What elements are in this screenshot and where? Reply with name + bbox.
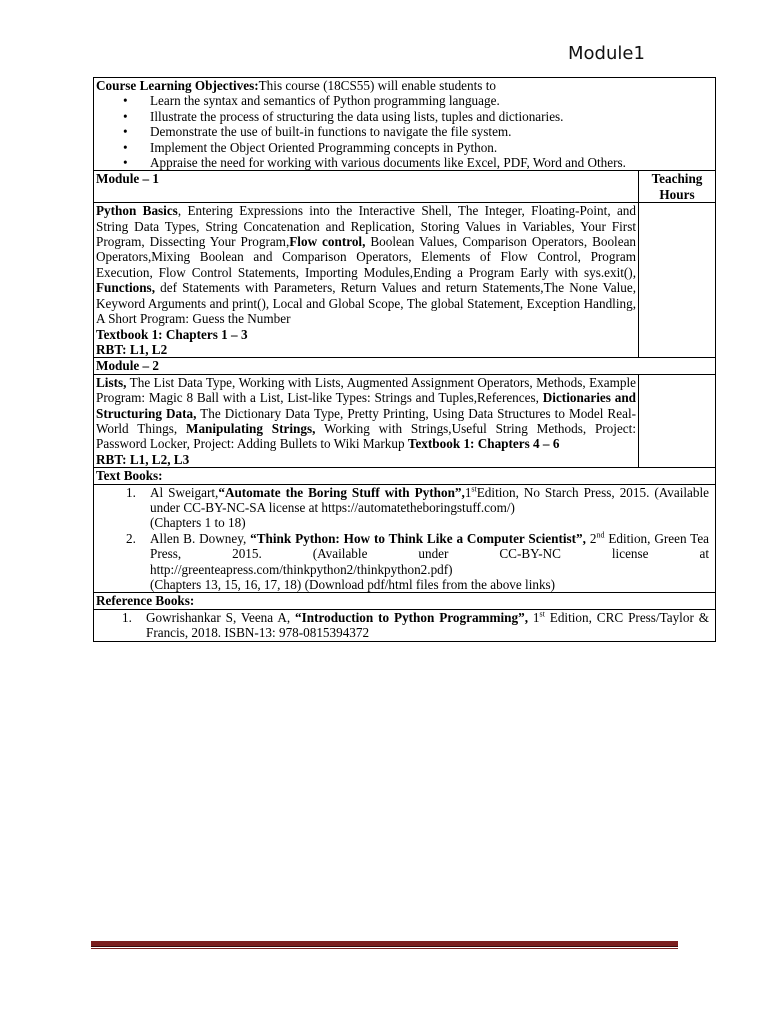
- bullet-icon: •: [123, 139, 128, 155]
- textbook-item: [126, 530, 710, 593]
- objectives-intro-text: This course (18CS55) will enable students to: [258, 78, 496, 93]
- module1-hours-cell: [639, 203, 716, 358]
- edition-suffix: st: [471, 484, 477, 494]
- module2-content: [94, 374, 639, 467]
- reference-cell: [94, 609, 716, 641]
- module2-hours-cell: [639, 374, 716, 467]
- book-edition: 1: [464, 484, 472, 500]
- book-author: Allen B. Downey,: [150, 530, 251, 546]
- objective-item: [123, 93, 713, 109]
- textbooks-list: [96, 485, 713, 593]
- book-details: Edition, No Starch Press, 2015. (Available under CC-BY-NC-SA license at https://automatetheboringstuff.com/): [150, 484, 710, 515]
- objectives-intro: [96, 78, 713, 93]
- bullet-icon: •: [123, 155, 128, 171]
- objective-text: Demonstrate the use of built-in functions to navigate the file system.: [150, 124, 512, 140]
- book-chapters: (Chapters 1 to 18): [150, 515, 246, 531]
- module2-rbt-text: RBT: L1, L2, L3: [96, 451, 190, 467]
- bullet-icon: •: [123, 93, 128, 109]
- module1-heading-text: Module – 1: [96, 171, 160, 187]
- objective-text: Learn the syntax and semantics of Python programming language.: [150, 93, 500, 109]
- topic-heading: Dictionaries and Structuring Data,: [96, 390, 636, 421]
- textbook-item: [126, 484, 710, 531]
- edition-suffix: nd: [596, 530, 605, 540]
- reference-heading-row: [94, 593, 716, 609]
- module2-header-row: [94, 358, 716, 374]
- objectives-row: [94, 78, 716, 171]
- list-number: 2.: [126, 530, 136, 546]
- module1-rbt: [96, 342, 636, 357]
- objectives-list: [96, 93, 713, 170]
- objectives-cell: [94, 78, 716, 171]
- objective-text: Appraise the need for working with various documents like Excel, PDF, Word and Others.: [150, 155, 626, 171]
- topic-text: , Entering Expressions into the Interactive Shell, The Integer, Floating-Point, and String Data Types, String Concatenation and Replication, Storing Values in Variables, Your First Program, Dissecting Your Program,: [96, 203, 636, 250]
- topic-text: Working with Strings,Useful String Methods, Project: Password Locker, Project: Adding Bullets to Wiki Markup: [96, 420, 636, 452]
- module2-topics: [96, 375, 636, 452]
- module1-heading: [94, 171, 639, 203]
- topic-heading: Flow control,: [289, 234, 366, 250]
- topic-text: def Statements with Parameters, Return Values and return Statements,The None Value, Keyword Arguments and print(), Local and Global Scope, The global Statement, Exception Handling, A Short Program: Guess the Number: [96, 280, 636, 327]
- footer-rule: [91, 941, 678, 947]
- textbooks-heading-row: [94, 468, 716, 484]
- topic-heading: Functions,: [96, 280, 155, 296]
- book-author: Gowrishankar S, Veena A,: [146, 609, 296, 625]
- footer-rule-thin: [91, 948, 678, 949]
- book-chapters: (Chapters 13, 15, 16, 17, 18) (Download pdf/html files from the above links): [150, 577, 556, 592]
- textbooks-cell: [94, 484, 716, 593]
- textbooks-heading-text: Text Books:: [96, 468, 163, 484]
- reference-row: [94, 609, 716, 641]
- list-number: 1.: [126, 484, 136, 500]
- module2-heading-text: Module – 2: [96, 358, 160, 374]
- book-details: Edition, Green Tea Press, 2015. (Available under CC-BY-NC license at http://greenteapress.com/thinkpython2/thinkpython2.pdf): [150, 530, 710, 577]
- reference-list: [96, 610, 713, 641]
- book-edition: 1: [528, 609, 540, 625]
- book-title: “Introduction to Python Programming”,: [295, 609, 528, 625]
- objective-item: [123, 139, 713, 155]
- topic-text: The List Data Type, Working with Lists, Augmented Assignment Operators, Methods, Example Program: Magic 8 Ball with a List, List-like Types: Strings and Tuples,References,: [96, 374, 636, 406]
- reference-heading: [94, 593, 716, 609]
- module1-content: [94, 203, 639, 358]
- syllabus-table: [93, 77, 716, 642]
- module2-rbt: [96, 452, 636, 467]
- module2-content-row: [94, 374, 716, 467]
- topic-heading: Manipulating Strings,: [186, 420, 316, 436]
- book-title: “Automate the Boring Stuff with Python”,: [218, 484, 465, 500]
- objectives-label: Course Learning Objectives:: [96, 78, 259, 93]
- book-edition: 2: [585, 530, 597, 546]
- objective-item: [123, 108, 713, 124]
- module1-rbt-text: RBT: L1, L2: [96, 341, 168, 357]
- textbooks-heading: [94, 468, 716, 484]
- objective-text: Implement the Object Oriented Programming concepts in Python.: [150, 139, 498, 155]
- list-number: 1.: [122, 609, 132, 625]
- reference-heading-text: Reference Books:: [96, 593, 195, 609]
- book-author: Al Sweigart,: [150, 484, 219, 500]
- module1-textbook-text: Textbook 1: Chapters 1 – 3: [96, 326, 248, 342]
- objective-item: [123, 124, 713, 140]
- module1-textbook: [96, 327, 636, 342]
- textbooks-row: [94, 484, 716, 593]
- teaching-hours-heading: Teaching Hours: [639, 171, 716, 203]
- page-header-title: Module1: [568, 43, 645, 64]
- book-details: Edition, CRC Press/Taylor & Francis, 2018. ISBN-13: 978-0815394372: [146, 609, 710, 641]
- objective-text: Illustrate the process of structuring the data using lists, tuples and dictionaries.: [150, 108, 564, 124]
- topic-text: Boolean Values, Comparison Operators, Boolean Operators,Mixing Boolean and Comparison Operators, Elements of Flow Control, Program Execution, Flow Control Statements, Importing Modules,Ending a Program Early with sys.exit(),: [96, 234, 637, 280]
- topic-text: The Dictionary Data Type, Pretty Printing, Using Data Structures to Model Real-World Things,: [96, 405, 636, 436]
- topic-heading: Lists,: [96, 374, 127, 390]
- bullet-icon: •: [123, 124, 128, 140]
- objective-item: [123, 155, 713, 171]
- book-title: “Think Python: How to Think Like a Computer Scientist”,: [250, 530, 586, 546]
- module2-textbook-text: Textbook 1: Chapters 4 – 6: [407, 436, 560, 452]
- module1-content-row: [94, 203, 716, 358]
- topic-heading: Python Basics: [96, 203, 178, 219]
- bullet-icon: •: [123, 108, 128, 124]
- module2-heading: [94, 358, 716, 374]
- reference-item: [122, 609, 710, 641]
- module1-header-row: [94, 171, 716, 203]
- module1-topics: [96, 203, 636, 326]
- edition-suffix: st: [539, 609, 545, 619]
